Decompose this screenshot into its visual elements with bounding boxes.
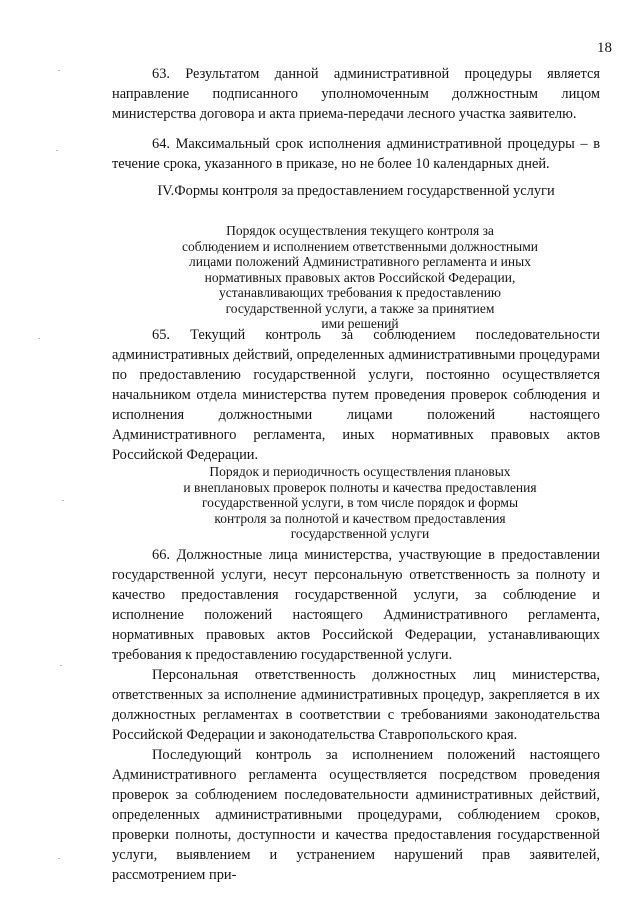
paragraph-66 xyxy=(112,545,600,885)
paragraph-66-responsibility: Персональная ответственность должностных лиц министерства, ответственных за исполнение административных процедур, закрепляется в их должностных регламентах в соответствии с требованиями законодательства Российской Федерации и законодательства Ставропольского края. xyxy=(112,667,600,743)
subheading-line: государственной услуги xyxy=(290,526,430,541)
scan-mark xyxy=(58,70,60,71)
subheading-line: Порядок и периодичность осуществления плановых xyxy=(209,464,511,479)
paragraph-63-text: 63. Результатом данной административной процедуры является направление подписанного уполномоченным должностным лицом министерства договора и акта приема-передачи лесного участка заявителю. xyxy=(112,66,600,122)
paragraph-64 xyxy=(112,134,600,174)
paragraph-64-text: 64. Максимальный срок исполнения административной процедуры – в течение срока, указанного в приказе, но не более 10 календарных дней. xyxy=(112,136,600,172)
scan-mark xyxy=(62,500,64,501)
paragraph-63 xyxy=(112,64,600,124)
subheading-line: государственной услуги, в том числе порядок и формы xyxy=(201,495,519,510)
subheading-line: лицами положений Административного регламента и иных xyxy=(189,254,531,269)
subheading-line: государственной услуги, а также за принятием xyxy=(225,300,495,316)
paragraph-66-subsequent-control: Последующий контроль за исполнением положений настоящего Административного регламента осуществляется посредством проведения проверок за соблюдением последовательности административных действий, определенных административными процедурами, соблюдением сроков, проверки полноты, доступности и качества предоставления государственной услуги, выявлением и устранением нарушений прав заявителей, рассмотрением при- xyxy=(112,747,600,883)
subheading-line: Порядок осуществления текущего контроля за xyxy=(226,223,494,238)
scan-mark xyxy=(38,338,40,339)
paragraph-65 xyxy=(112,325,600,465)
scan-mark xyxy=(56,150,58,151)
subheading-line: устанавливающих требования к предоставлению xyxy=(218,285,502,300)
subheading-line: контроля за полнотой и качеством предоставления xyxy=(214,510,506,526)
subheading-line: и внеплановых проверок полноты и качества предоставления xyxy=(183,479,537,495)
paragraph-66-text: 66. Должностные лица министерства, участвующие в предоставлении государственной услуги, несут персональную ответственность за полноту и качество предоставления государственной услуги, за соблюдение и исполнение положений настоящего Административного регламента, нормативных правовых актов Российской Федерации, устанавливающих требования к предоставлению государственной услуги. xyxy=(112,547,600,663)
scan-mark xyxy=(60,665,62,666)
subheading-line: нормативных правовых актов Российской Федерации, xyxy=(204,269,516,285)
paragraph-65-text: 65. Текущий контроль за соблюдением последовательности административных действий, определенных административными процедурами по предоставлению государственной услуги, постоянно осуществляется начальником отдела министерства путем проведения проверок соблюдения и исполнения должностными лицами положений настоящего Административного регламента, иных нормативных правовых актов Российской Федерации. xyxy=(112,327,600,463)
scan-mark xyxy=(58,858,60,859)
subheading-line: соблюдением и исполнением ответственными должностными xyxy=(182,238,538,254)
subheading-inspections xyxy=(150,464,570,542)
page-number: 18 xyxy=(597,40,612,56)
subheading-current-control xyxy=(150,223,570,332)
subheading-line: ими решений xyxy=(321,316,399,331)
section-heading: IV.Формы контроля за предоставлением государственной услуги xyxy=(157,183,555,199)
